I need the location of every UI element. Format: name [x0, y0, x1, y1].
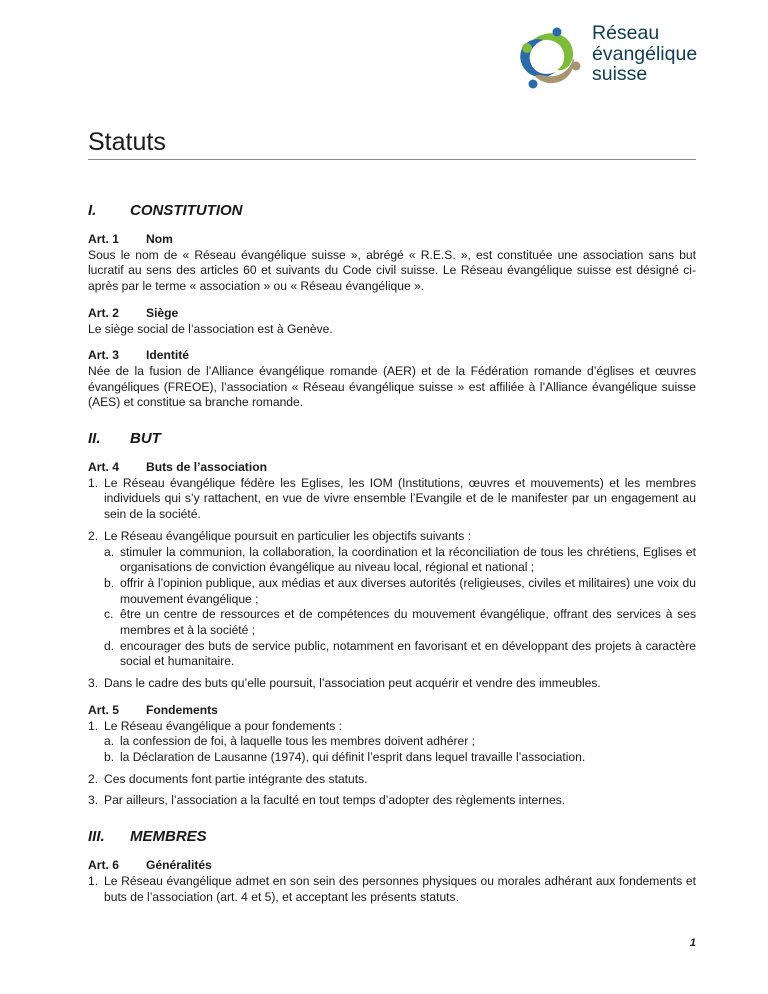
- reseau-evangelique-logo: [513, 23, 723, 95]
- article-number: Art. 2: [88, 305, 119, 320]
- sub-letter: b.: [104, 575, 115, 590]
- section-number: II.: [88, 430, 101, 448]
- article-number: Art. 6: [88, 858, 119, 873]
- item-text: Le Réseau évangélique admet en son sein des personnes physiques ou morales adhérant aux fondements et buts de l’association (art. 4 et 5), et acceptant les présents statuts.: [104, 873, 696, 904]
- logo-line-3: suisse: [592, 63, 648, 85]
- list-item: [88, 676, 696, 692]
- list-item: [88, 772, 696, 788]
- item-number: 3.: [88, 793, 99, 808]
- sub-letter: a.: [104, 544, 115, 559]
- sub-text: encourager des buts de service public, notamment en favorisant et en développant des projets à caractère social et humanitaire.: [120, 638, 696, 669]
- item-number: 2.: [88, 528, 99, 543]
- section-number: III.: [88, 828, 105, 846]
- section-heading-constitution: [88, 201, 696, 221]
- article-number: Art. 1: [88, 232, 119, 246]
- page-number: 1: [689, 937, 696, 949]
- article-title: Identité: [146, 348, 190, 363]
- list-item: [88, 874, 696, 905]
- sub-item: [104, 734, 696, 750]
- item-body: [104, 529, 696, 670]
- article-4: [88, 460, 696, 692]
- article-text: Sous le nom de « Réseau évangélique suisse », abrégé « R.E.S. », est constituée une association sans but lucratif au sens des articles 60 et suivants du Code civil suisse. Le Réseau évangélique suisse est désigné ci-après par le terme « association » ou « Réseau évangélique ».: [88, 247, 696, 294]
- section-title: BUT: [130, 430, 161, 448]
- sub-text: stimuler la communion, la collaboration, la coordination et la réconciliation de tous les chrétiens, Eglises et organisations de conviction évangélique au niveau local, régional et national ;: [120, 544, 696, 575]
- list-item: [88, 476, 696, 523]
- item-text: Le Réseau évangélique poursuit en particulier les objectifs suivants :: [104, 528, 472, 543]
- item-text: Par ailleurs, l’association a la faculté en tout temps d’adopter des règlements internes.: [104, 793, 566, 808]
- sub-text: être un centre de ressources et de compétences du mouvement évangélique, offrant des services à ses membres et à la société ;: [120, 607, 696, 638]
- article-text: Le siège social de l’association est à Genève.: [88, 321, 333, 336]
- article-2: [88, 306, 696, 337]
- section-title: MEMBRES: [130, 828, 207, 846]
- section-title: CONSTITUTION: [130, 202, 243, 219]
- sub-item: [104, 576, 696, 607]
- article-heading: [88, 703, 696, 719]
- article-1: [88, 232, 696, 295]
- article-heading: [88, 232, 696, 248]
- sub-item: [104, 750, 696, 766]
- article-text: Née de la fusion de l’Alliance évangélique romande (AER) et de la Fédération romande d’églises et œuvres évangéliques (FREOE), l’association « Réseau évangélique suisse » est affiliée à l’Alliance évangélique suisse (AES) et constitue sa branche romande.: [88, 363, 696, 410]
- logo-wordmark: [592, 23, 697, 85]
- page-title: Statuts: [88, 126, 696, 160]
- article-6: [88, 858, 696, 905]
- logo-rings-icon: [513, 26, 581, 92]
- sub-item: [104, 639, 696, 670]
- list-item: [88, 793, 696, 809]
- article-heading: [88, 460, 696, 476]
- article-title: Siège: [146, 305, 179, 320]
- article-3: [88, 348, 696, 411]
- list-item: [88, 719, 696, 766]
- article-number: Art. 5: [88, 702, 119, 717]
- article-title: Généralités: [146, 858, 212, 873]
- sub-item: [104, 545, 696, 576]
- section-number: I.: [88, 202, 97, 219]
- item-body: [104, 719, 696, 766]
- item-number: 1.: [88, 475, 99, 490]
- section-heading-membres: [88, 827, 696, 847]
- sub-letter: b.: [104, 749, 115, 764]
- document-body: [88, 201, 696, 905]
- item-number: 3.: [88, 676, 99, 691]
- article-title: Buts de l’association: [146, 460, 267, 475]
- article-heading: [88, 348, 696, 364]
- sub-letter: c.: [104, 607, 114, 622]
- article-title: Fondements: [146, 702, 218, 717]
- article-number: Art. 4: [88, 460, 119, 475]
- item-text: Dans le cadre des buts qu’elle poursuit, l’association peut acquérir et vendre des immeubles.: [104, 676, 601, 691]
- sub-text: offrir à l’opinion publique, aux médias et aux diverses autorités (religieuses, civiles et militaires) une voix du mouvement évangélique ;: [120, 575, 696, 606]
- article-heading: [88, 858, 696, 874]
- item-number: 2.: [88, 771, 99, 786]
- item-number: 1.: [88, 718, 99, 733]
- sub-item: [104, 607, 696, 638]
- logo-line-2: évangélique: [592, 42, 698, 65]
- section-heading-but: [88, 429, 696, 449]
- item-text: Ces documents font partie intégrante des statuts.: [104, 771, 368, 786]
- sub-letter: d.: [104, 638, 115, 653]
- sub-text: la confession de foi, à laquelle tous les membres doivent adhérer ;: [120, 734, 475, 749]
- article-title: Nom: [146, 232, 173, 246]
- sub-text: la Déclaration de Lausanne (1974), qui définit l’esprit dans lequel travaille l’association.: [120, 749, 586, 764]
- article-5: [88, 703, 696, 809]
- logo-line-1: Réseau: [592, 22, 660, 44]
- item-number: 1.: [88, 873, 99, 888]
- article-number: Art. 3: [88, 348, 119, 363]
- item-text: Le Réseau évangélique fédère les Eglises, les IOM (Institutions, œuvres et mouvements) et les membres individuels qui s’y rattachent, en vue de vivre ensemble l’Evangile et de le manifester par un engagement au sein de la société.: [104, 475, 696, 522]
- sub-letter: a.: [104, 734, 115, 749]
- list-item: [88, 529, 696, 670]
- item-text: Le Réseau évangélique a pour fondements :: [104, 718, 343, 733]
- article-heading: [88, 306, 696, 322]
